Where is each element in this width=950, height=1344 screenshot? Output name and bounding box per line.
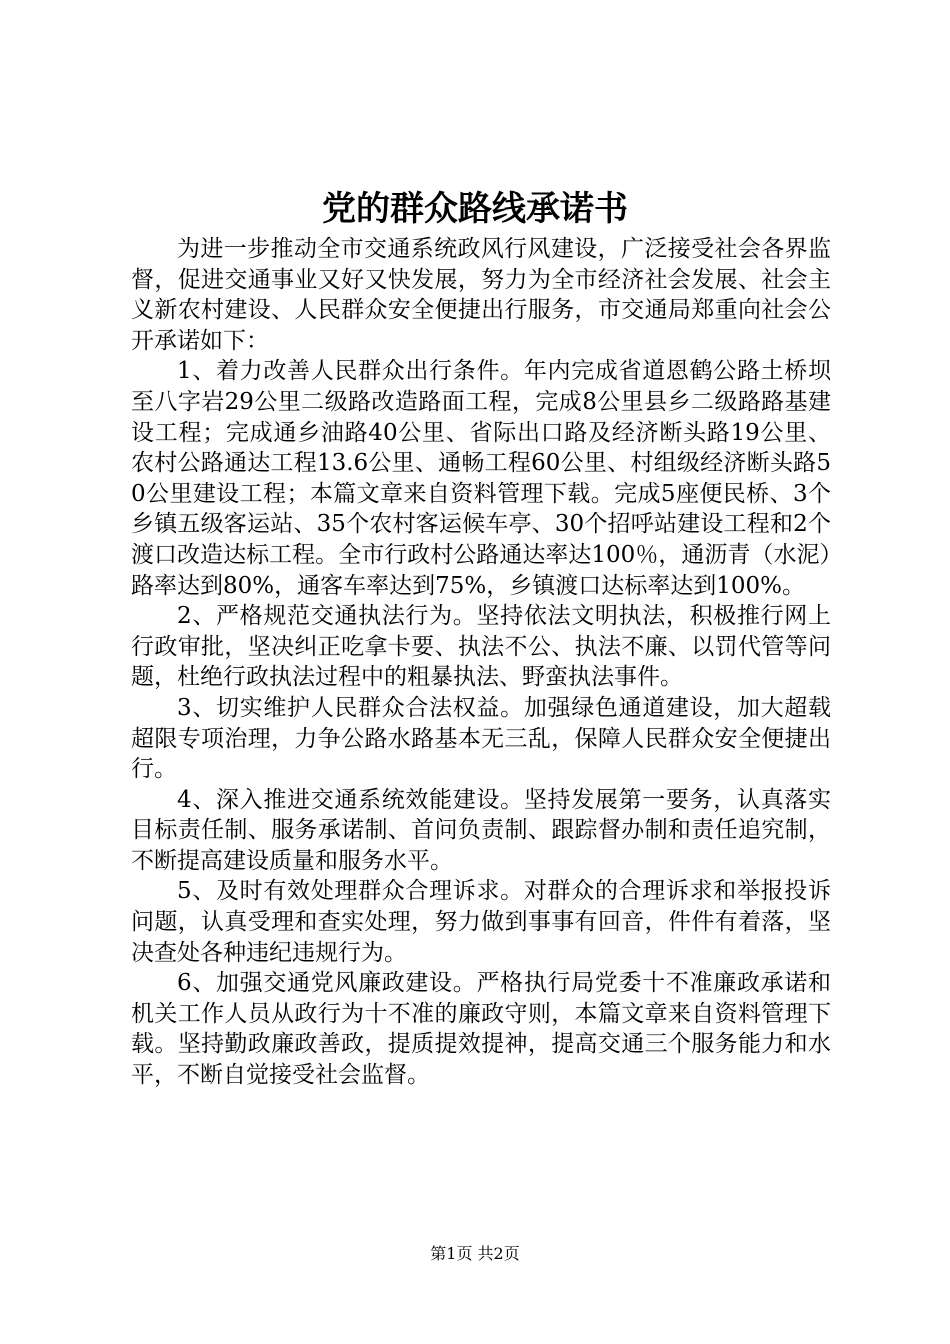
commitment-paragraph-5: 5、及时有效处理群众合理诉求。对群众的合理诉求和举报投诉问题，认真受理和查实处理，努力做到事事有回音，件件有着落，坚决查处各种违纪违规行为。 bbox=[131, 878, 831, 966]
commitment-paragraph-4: 4、深入推进交通系统效能建设。坚持发展第一要务，认真落实目标责任制、服务承诺制、首问负责制、跟踪督办制和责任追究制，不断提高建设质量和服务水平。 bbox=[131, 786, 831, 874]
commitment-paragraph-1: 1、着力改善人民群众出行条件。年内完成省道恩鹤公路土桥坝至八字岩29公里二级路改造路面工程，完成8公里县乡二级路路基建设工程；完成通乡油路40公里、省际出口路及经济断头路19公里、农村公路通达工程13.6公里、通畅工程60公里、村组级经济断头路50公里建设工程；本篇文章来自资料管理下载。完成5座便民桥、3个乡镇五级客运站、35个农村客运候车亭、30个招呼站建设工程和2个渡口改造达标工程。全市行政村公路通达率达100％，通沥青（水泥）路率达到80%，通客车率达到75%，乡镇渡口达标率达到100%。 bbox=[131, 358, 831, 599]
commitment-paragraph-6: 6、加强交通党风廉政建设。严格执行局党委十不准廉政承诺和机关工作人员从政行为十不准的廉政守则，本篇文章来自资料管理下载。坚持勤政廉政善政，提质提效提神，提高交通三个服务能力和水平，不断自觉接受社会监督。 bbox=[131, 970, 831, 1089]
commitment-paragraph-3: 3、切实维护人民群众合法权益。加强绿色通道建设，加大超载超限专项治理，力争公路水路基本无三乱，保障人民群众安全便捷出行。 bbox=[131, 694, 831, 783]
commitment-paragraph-2: 2、严格规范交通执法行为。坚持依法文明执法，积极推行网上行政审批，坚决纠正吃拿卡要、执法不公、执法不廉、以罚代管等问题，杜绝行政执法过程中的粗暴执法、野蛮执法事件。 bbox=[131, 603, 831, 691]
document-body bbox=[131, 234, 831, 1091]
document-title: 党的群众路线承诺书 bbox=[322, 189, 628, 229]
page-number-footer: 第1页 共2页 bbox=[430, 1244, 520, 1263]
intro-paragraph: 为进一步推动全市交通系统政风行风建设，广泛接受社会各界监督，促进交通事业又好又快发展，努力为全市经济社会发展、社会主义新农村建设、人民群众安全便捷出行服务，市交通局郑重向社会公开承诺如下： bbox=[131, 236, 831, 354]
